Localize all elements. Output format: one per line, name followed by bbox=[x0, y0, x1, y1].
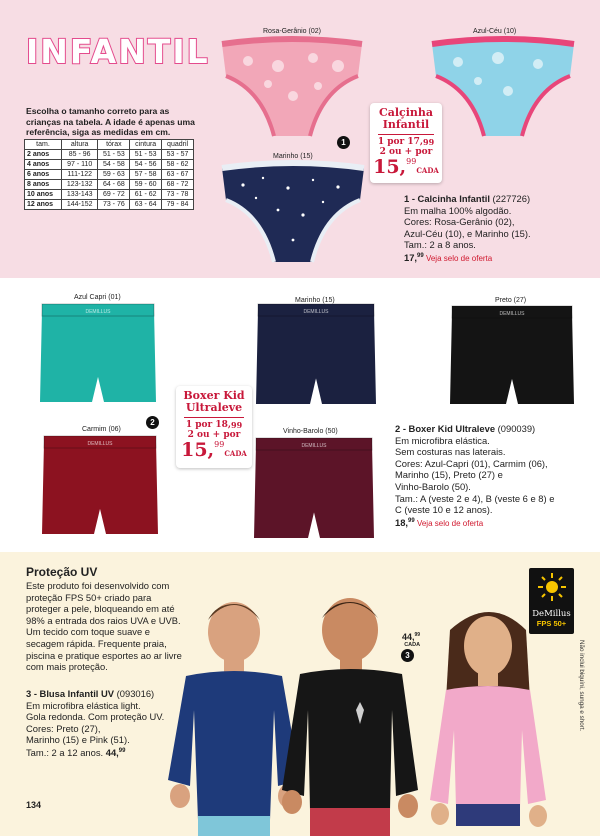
kids-photo bbox=[150, 590, 590, 836]
table-cell: 59 - 60 bbox=[130, 180, 162, 190]
price-tag-name: Ultraleve bbox=[185, 401, 243, 414]
price-multi-cents: 99 bbox=[406, 157, 417, 166]
price-single: 1 por 17, bbox=[377, 137, 424, 147]
table-cell: 63 - 64 bbox=[130, 200, 162, 210]
table-cell: 133-143 bbox=[61, 190, 97, 200]
waistband-logo: DEMILLUS bbox=[85, 309, 111, 315]
table-cell: 12 anos bbox=[25, 200, 62, 210]
table-row bbox=[25, 170, 194, 180]
table-row bbox=[25, 150, 194, 160]
table-cell: 73 - 76 bbox=[98, 200, 130, 210]
sun-icon bbox=[537, 572, 567, 602]
size-chart-intro: Escolha o tamanho correto para as crianças na tabela. A idade é apenas uma referência, siga as medidas em cm. bbox=[26, 106, 195, 137]
price-single-cents: 99 bbox=[423, 137, 435, 147]
table-cell: 54 - 58 bbox=[98, 160, 130, 170]
product-line: Tam.: A (veste 2 e 4), B (veste 6 e 8) e bbox=[395, 492, 555, 504]
color-label-marinho: Marinho (15) bbox=[295, 297, 335, 304]
item-badge-1: 1 bbox=[337, 136, 350, 149]
size-chart-header: tam. bbox=[25, 140, 62, 150]
product-line: Tam.: 2 a 12 anos. bbox=[26, 747, 106, 759]
fps-brand: DeMillus bbox=[532, 609, 571, 619]
panty-image-azul bbox=[428, 36, 578, 140]
product-price-cents: 99 bbox=[408, 517, 415, 524]
item-badge-2: 2 bbox=[146, 416, 159, 429]
table-cell: 63 - 67 bbox=[162, 170, 194, 180]
panty-image-rosa bbox=[218, 36, 366, 142]
panty-body-marinho bbox=[222, 163, 364, 262]
table-cell: 54 - 56 bbox=[130, 160, 162, 170]
size-chart-header: quadril bbox=[162, 140, 194, 150]
boxer-image-vinho bbox=[254, 436, 374, 542]
boxer-description bbox=[395, 423, 595, 529]
waistband-logo: DEMILLUS bbox=[87, 441, 113, 447]
section-title: INFANTIL bbox=[26, 32, 210, 71]
product-title: 1 - Calcinha Infantil bbox=[404, 193, 490, 204]
product-code: (227726) bbox=[489, 193, 531, 204]
table-cell: 111-122 bbox=[61, 170, 97, 180]
page-number: 134 bbox=[26, 800, 42, 810]
table-row bbox=[25, 160, 194, 170]
boxer-image-azul-capri bbox=[40, 302, 156, 406]
table-cell: 144-152 bbox=[61, 200, 97, 210]
price-tag-boxer bbox=[176, 386, 252, 468]
offer-seal-link[interactable]: Veja selo de oferta bbox=[414, 518, 484, 528]
product-line: Tam.: 2 a 8 anos. bbox=[404, 239, 476, 251]
price-tag-name: Infantil bbox=[382, 118, 430, 131]
uv-disclaimer: Não inclui biquíni, sunga e short. bbox=[578, 640, 585, 732]
product-line: Marinho (15), Preto (27) e bbox=[395, 469, 503, 481]
item-badge-3: 3 bbox=[401, 649, 414, 662]
table-cell: 53 - 57 bbox=[162, 150, 194, 160]
size-chart-header: altura bbox=[61, 140, 97, 150]
table-cell: 85 - 96 bbox=[61, 150, 97, 160]
product-line: C (veste 10 e 12 anos). bbox=[395, 504, 493, 516]
uv-intro-text: Este produto foi desenvolvido com proteção FPS 50+ criado para proteger a pele, bloqueando em até 98% a entrada dos raios UVA e UVB. Um tecido com toque suave e secagem rápida. Frequente praia, piscina e pratique esportes ao ar livre com mais proteção. bbox=[26, 580, 182, 673]
price-tag-name: Calçinha bbox=[378, 106, 434, 119]
table-cell: 58 - 62 bbox=[162, 160, 194, 170]
waistband-logo: DEMILLUS bbox=[301, 443, 327, 449]
waistband-logo: DEMILLUS bbox=[499, 311, 525, 317]
color-label-preto: Preto (27) bbox=[495, 297, 527, 304]
color-label-azul: Azul-Céu (10) bbox=[473, 28, 517, 35]
product-line: Em microfibra elástica light. bbox=[26, 699, 141, 711]
size-chart-header: tórax bbox=[98, 140, 130, 150]
product-price: 17, bbox=[404, 252, 418, 264]
product-line: Sem costuras nas laterais. bbox=[395, 446, 506, 458]
table-cell: 8 anos bbox=[25, 180, 62, 190]
kid-black bbox=[282, 598, 421, 836]
table-row bbox=[25, 190, 194, 200]
price-multi-label: 2 ou + por bbox=[379, 147, 433, 157]
table-cell: 2 anos bbox=[25, 150, 62, 160]
product-line: Cores: Preto (27), bbox=[26, 722, 101, 734]
product-line: Marinho (15) e Pink (51). bbox=[26, 734, 130, 746]
color-label-carmim: Carmim (06) bbox=[82, 426, 121, 433]
size-chart-table bbox=[24, 139, 194, 210]
price-cada: CADA bbox=[224, 449, 247, 458]
uv-price-cada: CADA bbox=[404, 642, 421, 648]
table-cell: 10 anos bbox=[25, 190, 62, 200]
offer-seal-link[interactable]: Veja selo de oferta bbox=[423, 254, 493, 264]
panty-image-marinho bbox=[218, 160, 368, 266]
calcinha-description bbox=[404, 193, 594, 265]
table-cell: 6 anos bbox=[25, 170, 62, 180]
table-cell: 51 - 53 bbox=[98, 150, 130, 160]
table-cell: 64 - 68 bbox=[98, 180, 130, 190]
product-price-cents: 99 bbox=[118, 747, 126, 754]
product-price: 18, bbox=[395, 516, 409, 528]
boxer-image-preto bbox=[450, 304, 574, 408]
price-multi: 15, bbox=[373, 156, 407, 178]
uv-price-tag bbox=[402, 632, 420, 648]
price-cada: CADA bbox=[416, 166, 439, 175]
table-row bbox=[25, 180, 194, 190]
kid-pink bbox=[430, 612, 547, 827]
price-single: 1 por 18, bbox=[185, 420, 232, 430]
product-code: (093016) bbox=[114, 688, 155, 699]
table-cell: 73 - 78 bbox=[162, 190, 194, 200]
boxer-image-marinho bbox=[256, 302, 376, 408]
product-title: 2 - Boxer Kid Ultraleve bbox=[395, 423, 496, 434]
price-tag-name: Boxer Kid bbox=[183, 389, 245, 402]
size-chart-header: cintura bbox=[130, 140, 162, 150]
uv-title: Proteção UV bbox=[26, 565, 98, 579]
table-cell: 57 - 58 bbox=[130, 170, 162, 180]
price-multi-label: 2 ou + por bbox=[187, 430, 241, 440]
table-cell: 69 - 72 bbox=[98, 190, 130, 200]
price-single-cents: 99 bbox=[231, 420, 243, 430]
table-cell: 79 - 84 bbox=[162, 200, 194, 210]
product-line: Em microfibra elástica. bbox=[395, 434, 490, 446]
uv-price: 44, bbox=[402, 632, 415, 642]
product-code: (090039) bbox=[495, 423, 536, 434]
table-cell: 59 - 63 bbox=[98, 170, 130, 180]
shirt-pink bbox=[430, 686, 546, 808]
table-cell: 61 - 62 bbox=[130, 190, 162, 200]
color-label-marinho: Marinho (15) bbox=[273, 153, 313, 160]
table-cell: 51 - 53 bbox=[130, 150, 162, 160]
fps-logo bbox=[529, 568, 574, 634]
table-cell: 68 - 72 bbox=[162, 180, 194, 190]
color-label-rosa: Rosa-Gerânio (02) bbox=[263, 28, 321, 35]
product-line: Azul-Céu (10), e Marinho (15). bbox=[404, 227, 531, 239]
waistband-logo: DEMILLUS bbox=[303, 309, 329, 315]
product-price: 44, bbox=[105, 747, 119, 759]
product-line: Cores: Rosa-Gerânio (02), bbox=[404, 216, 515, 228]
table-cell: 4 anos bbox=[25, 160, 62, 170]
product-line: Em malha 100% algodão. bbox=[404, 204, 512, 216]
price-multi: 15, bbox=[181, 439, 215, 461]
price-multi-cents: 99 bbox=[214, 440, 225, 449]
fps-value: FPS 50+ bbox=[536, 619, 567, 628]
price-tag-calcinha bbox=[370, 103, 442, 183]
product-price-cents: 99 bbox=[417, 252, 424, 259]
shirt-black bbox=[282, 669, 418, 810]
table-cell: 123-132 bbox=[61, 180, 97, 190]
table-cell: 97 - 110 bbox=[61, 160, 97, 170]
uv-price-cents: 99 bbox=[414, 632, 421, 638]
product-line: Gola redonda. Com proteção UV. bbox=[26, 711, 165, 723]
color-label-azul-capri: Azul Capri (01) bbox=[74, 294, 121, 301]
kid-navy bbox=[168, 602, 300, 836]
product-line: Vinho-Barolo (50). bbox=[395, 480, 471, 492]
product-line: Cores: Azul-Capri (01), Carmim (06), bbox=[395, 457, 548, 469]
color-label-vinho: Vinho-Barolo (50) bbox=[283, 428, 338, 435]
table-row bbox=[25, 200, 194, 210]
boxer-image-carmim bbox=[42, 434, 158, 538]
size-chart-header-row bbox=[25, 140, 194, 150]
product-title: 3 - Blusa Infantil UV bbox=[26, 688, 115, 699]
